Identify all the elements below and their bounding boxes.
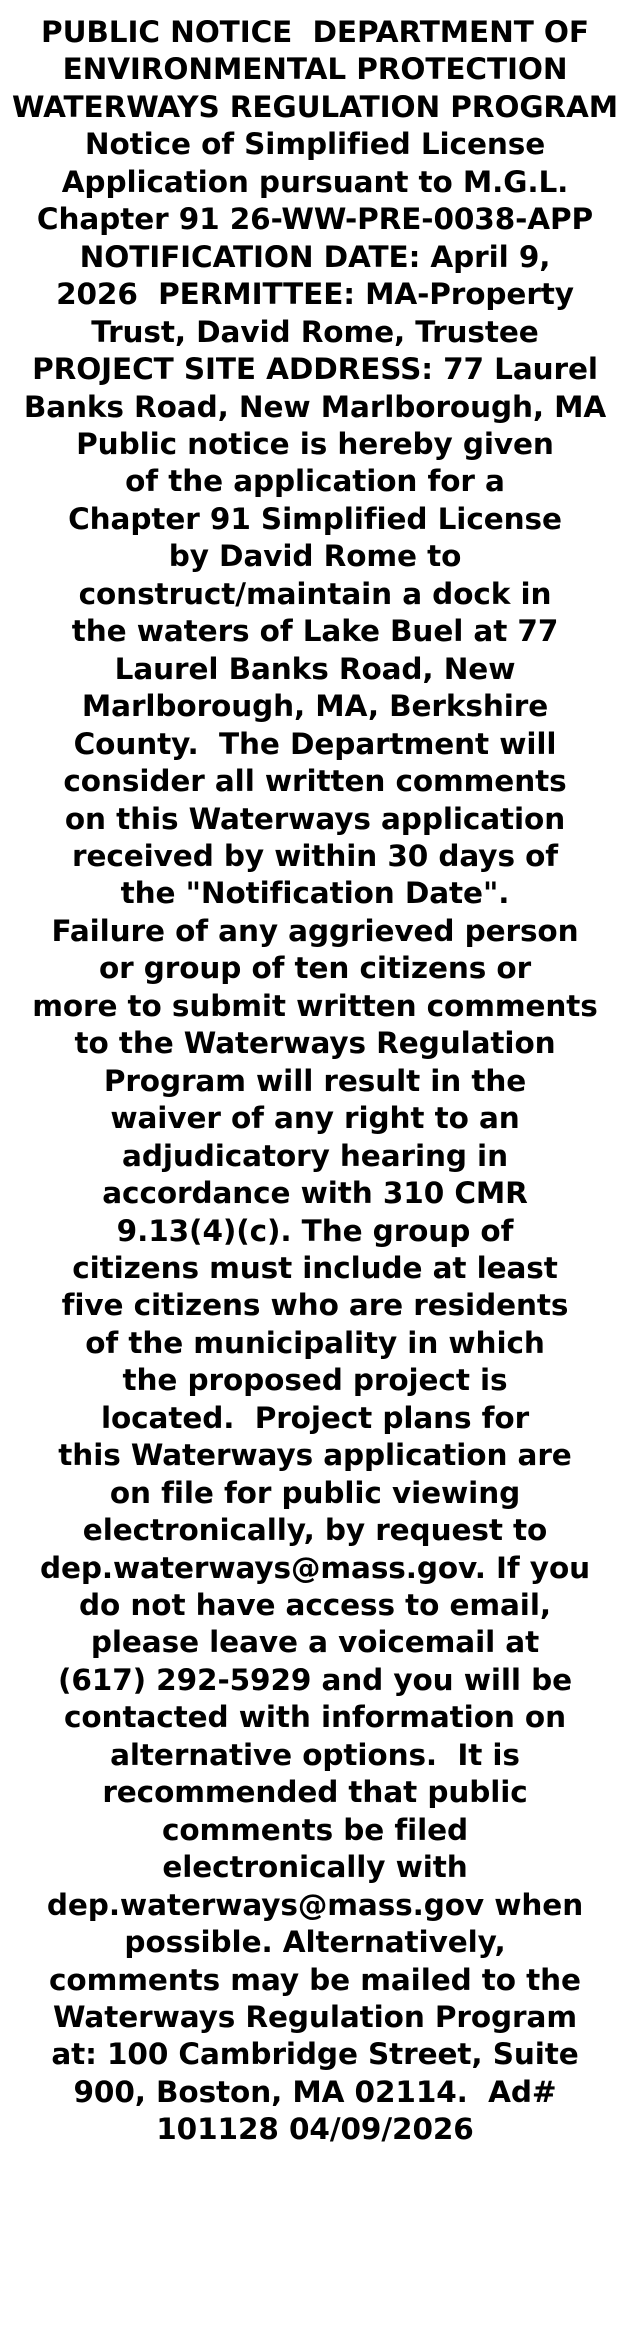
notice-line: possible. Alternatively, [124, 1925, 506, 1960]
notice-line: Public notice is hereby given [76, 426, 554, 461]
notice-line: dep.waterways@mass.gov when [46, 1887, 584, 1922]
notice-line: PROJECT SITE ADDRESS: 77 Laurel [32, 352, 598, 387]
notice-line: 9.13(4)(c). The group of [116, 1213, 514, 1248]
notice-line: comments may be mailed to the [49, 1962, 581, 1997]
notice-line: recommended that public [102, 1775, 528, 1810]
notice-line: this Waterways application are [58, 1438, 572, 1473]
notice-line: to the Waterways Regulation [74, 1026, 556, 1061]
notice-line: contacted with information on [63, 1700, 566, 1735]
notice-line: Program will result in the [103, 1063, 527, 1098]
notice-line: Notice of Simplified License [84, 127, 546, 162]
notice-line: the waters of Lake Buel at 77 [71, 614, 559, 649]
notice-line: 900, Boston, MA 02114. Ad# [73, 2074, 557, 2109]
notice-line: PUBLIC NOTICE DEPARTMENT OF [41, 15, 589, 49]
notice-line: Banks Road, New Marlborough, MA [23, 389, 607, 424]
notice-line: of the application for a [125, 464, 505, 499]
notice-line: Chapter 91 Simplified License [68, 501, 562, 536]
notice-line: please leave a voicemail at [90, 1625, 540, 1660]
notice-line: 101128 04/09/2026 [156, 2112, 474, 2147]
notice-line: at: 100 Cambridge Street, Suite [51, 2037, 579, 2072]
notice-line: waiver of any right to an [110, 1101, 520, 1136]
notice-line: located. Project plans for [100, 1400, 530, 1435]
notice-body [8, 14, 622, 2149]
notice-line: on this Waterways application [64, 801, 566, 836]
notice-line: 2026 PERMITTEE: MA-Property [56, 277, 574, 312]
notice-line: more to submit written comments [32, 988, 598, 1023]
notice-line: or group of ten citizens or [98, 951, 532, 986]
notice-line: received by within 30 days of [72, 838, 558, 873]
notice-line: do not have access to email, [79, 1588, 551, 1623]
notice-line: ENVIRONMENTAL PROTECTION [62, 52, 568, 87]
notice-line: adjudicatory hearing in [122, 1138, 508, 1173]
notice-line: dep.waterways@mass.gov. If you [39, 1550, 591, 1585]
notice-line: Failure of any aggrieved person [51, 913, 579, 948]
notice-line: electronically, by request to [82, 1513, 548, 1548]
notice-line: accordance with 310 CMR [102, 1176, 528, 1211]
notice-line: NOTIFICATION DATE: April 9, [79, 239, 551, 274]
notice-line: alternative options. It is [110, 1737, 520, 1772]
notice-line: (617) 292-5929 and you will be [57, 1662, 573, 1697]
notice-line: of the municipality in which [85, 1325, 545, 1360]
notice-line: County. The Department will [73, 726, 557, 761]
notice-line: consider all written comments [63, 764, 567, 799]
notice-line: Trust, David Rome, Trustee [91, 314, 539, 349]
notice-line: Chapter 91 26-WW-PRE-0038-APP [36, 202, 594, 237]
notice-line: comments be filed [161, 1812, 469, 1847]
notice-line: five citizens who are residents [61, 1288, 569, 1323]
notice-line: electronically with [162, 1850, 468, 1885]
notice-line: Application pursuant to M.G.L. [61, 164, 569, 199]
notice-line: Waterways Regulation Program [53, 2000, 577, 2035]
notice-line: by David Rome to [168, 539, 462, 574]
notice-line: the "Notification Date". [120, 876, 510, 911]
notice-line: the proposed project is [122, 1363, 508, 1398]
notice-line: citizens must include at least [72, 1250, 558, 1285]
notice-line: construct/maintain a dock in [78, 576, 552, 611]
notice-line: on file for public viewing [109, 1475, 521, 1510]
notice-line: Marlborough, MA, Berkshire [81, 689, 549, 724]
notice-line: Laurel Banks Road, New [114, 651, 516, 686]
notice-line: WATERWAYS REGULATION PROGRAM [11, 89, 619, 124]
